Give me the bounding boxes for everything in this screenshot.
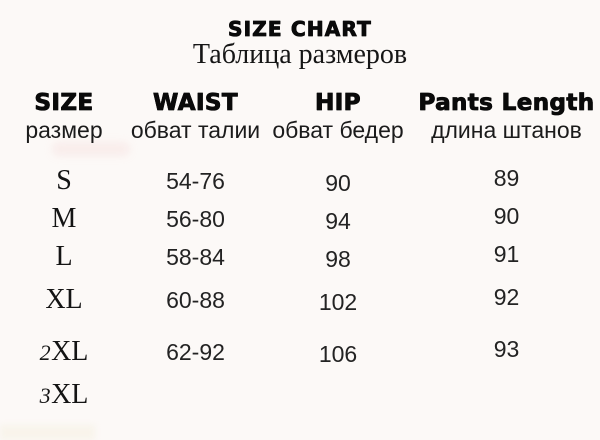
size-cell — [0, 379, 128, 411]
column-subheader-hip-ru: обват бедер — [272, 117, 404, 143]
column-header-hip: HIP — [315, 90, 361, 116]
column-subheader-waist-ru: обват талии — [130, 117, 261, 143]
hip-cell: 98 — [325, 246, 351, 272]
table-row-s — [0, 165, 600, 197]
waist-cell — [128, 379, 263, 411]
column-header-waist: WAIST — [153, 90, 238, 116]
size-cell — [0, 284, 128, 316]
size-label: XL — [45, 284, 83, 315]
size-label: L — [55, 241, 73, 272]
size-label: S — [56, 165, 72, 196]
background-smudge — [52, 142, 130, 156]
column-header-size: SIZE — [34, 90, 94, 116]
size-cell — [0, 165, 128, 197]
size-cell — [0, 203, 128, 235]
table-row-l — [0, 241, 600, 273]
size-cell — [0, 336, 128, 368]
hip-cell: 106 — [318, 341, 358, 367]
pants-length-cell: 93 — [493, 336, 520, 362]
pants-length-cell: 90 — [493, 203, 520, 229]
size-label: M — [51, 203, 77, 234]
pants-length-cell: 92 — [493, 284, 520, 310]
table-row-3xl — [0, 379, 600, 411]
table-header-ru — [0, 116, 600, 144]
waist-cell: 56-80 — [166, 206, 225, 232]
hip-cell: 94 — [325, 208, 351, 234]
hip-cell — [263, 381, 413, 413]
page-title: SIZE CHART — [227, 17, 372, 41]
table-row-m — [0, 203, 600, 235]
pants-length-cell — [413, 376, 600, 408]
size-label: XL — [51, 336, 89, 367]
page-subtitle: Таблица размеров — [192, 39, 408, 70]
waist-cell: 54-76 — [166, 168, 225, 194]
table-row-xl — [0, 284, 600, 316]
hip-cell: 90 — [325, 170, 351, 196]
column-subheader-pants-length-ru: длина штанов — [431, 117, 582, 143]
column-header-pants-length: Pants Length — [418, 90, 595, 116]
table-row-2xl — [0, 336, 600, 368]
pants-length-cell: 89 — [493, 165, 520, 191]
pants-length-cell: 91 — [493, 241, 520, 267]
waist-cell: 60-88 — [166, 287, 225, 313]
table-header-en — [0, 89, 600, 117]
size-prefix: 2 — [39, 340, 52, 365]
waist-cell: 58-84 — [166, 244, 225, 270]
waist-cell: 62-92 — [166, 339, 225, 365]
size-label: XL — [51, 379, 89, 410]
background-smudge — [0, 425, 95, 440]
size-cell — [0, 241, 128, 273]
hip-cell: 102 — [318, 289, 358, 315]
column-subheader-size-ru: размер — [25, 117, 103, 143]
size-prefix: 3 — [39, 383, 52, 408]
